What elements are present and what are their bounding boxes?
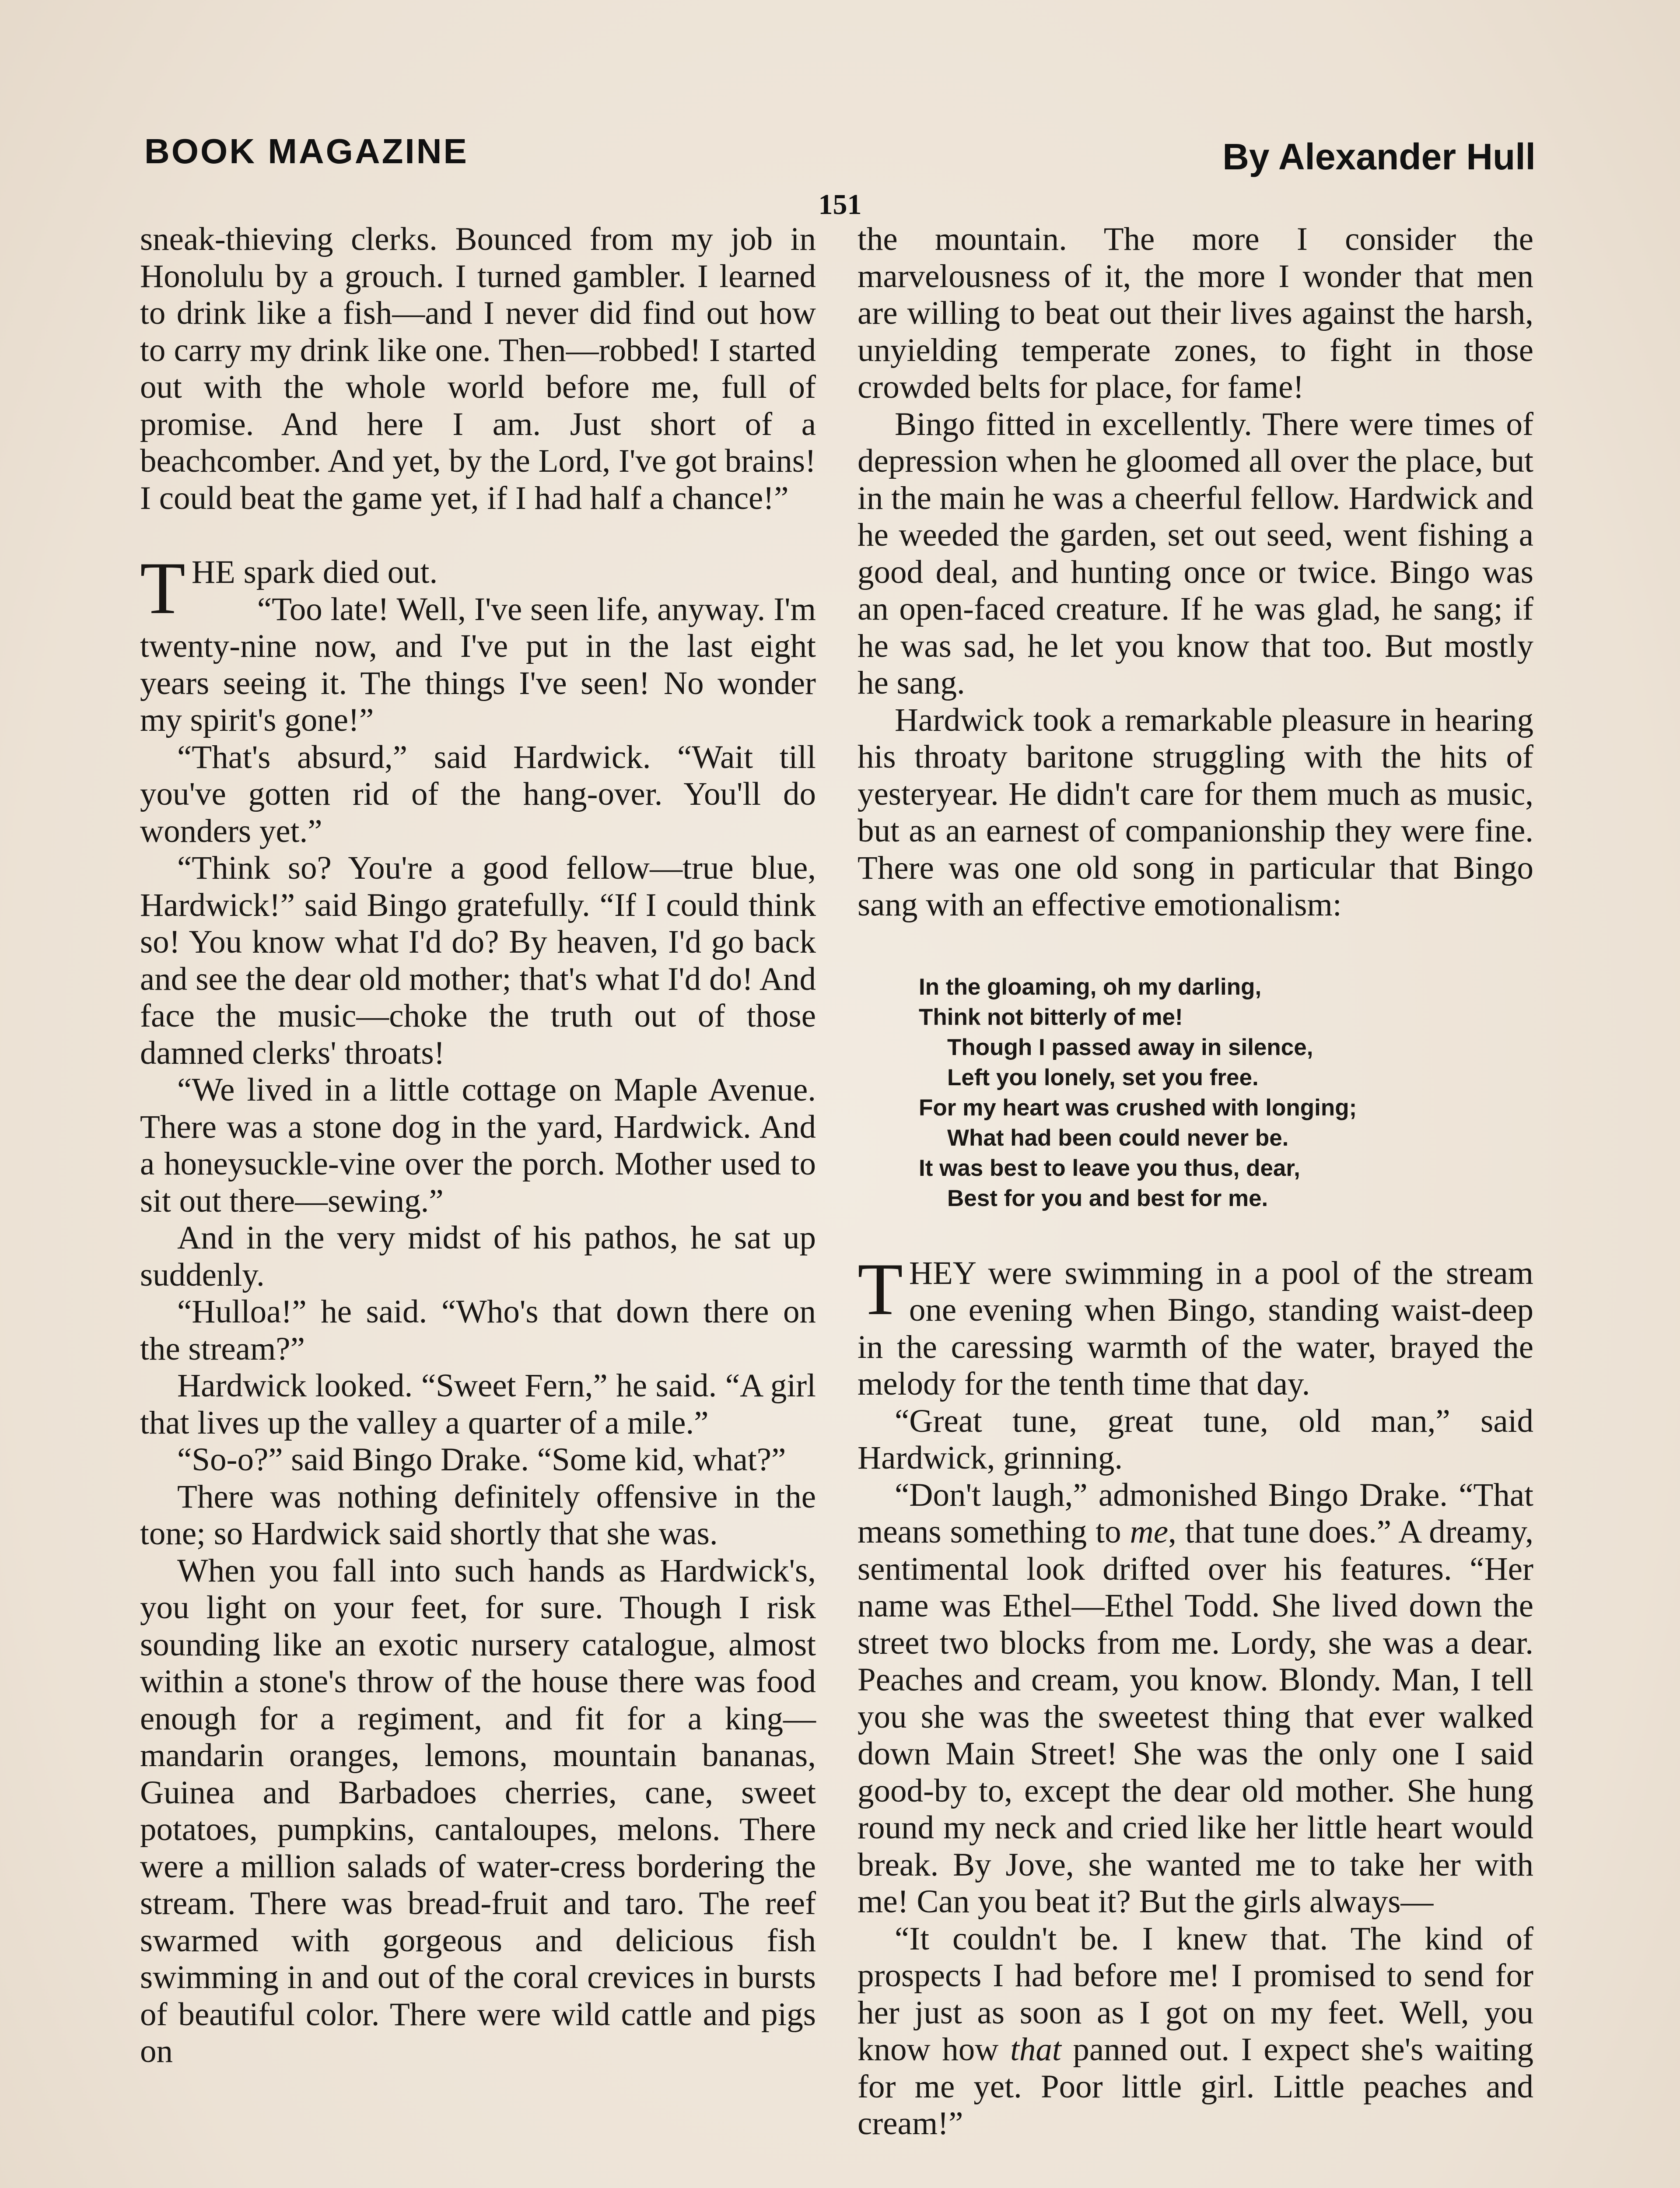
paragraph: Hardwick took a remarkable pleasure in hearing his throaty baritone struggling with the hits of yesteryear. He didn't care for them much as music, but as an earnest of companionship they were fine. There was one old song in particular that Bingo sang with an effective emotionalism:: [858, 701, 1533, 923]
paragraph: Hardwick looked. “Sweet Fern,” he said. “A girl that lives up the valley a quarter of a mile.”: [140, 1368, 816, 1441]
left-column: [140, 221, 816, 2070]
page-number: 151: [818, 189, 862, 221]
paragraph: “Hulloa!” he said. “Who's that down there on the stream?”: [140, 1294, 816, 1367]
paragraph-text: “It couldn't be. I knew that. The kind of prospects I had before me! I promised to send for her just as soon as I got on my feet. Well, you know how: [858, 1920, 1533, 2068]
paragraph: “Think so? You're a good fellow—true blue, Hardwick!” said Bingo gratefully. “If I could think so! You know what I'd do? By heaven, I'd go back and see the dear old mother; that's what I'd do! And face the music—choke the truth out of those damned clerks' throats!: [140, 850, 816, 1071]
paragraph: “We lived in a little cottage on Maple Avenue. There was a stone dog in the yard, Hardwick. And a honeysuckle-vine over the porch. Mother used to sit out there—sewing.”: [140, 1072, 816, 1219]
verse-line: Left you lonely, set you free.: [947, 1064, 1259, 1090]
paragraph: When you fall into such hands as Hardwick's, you light on your feet, for sure. Though I risk sounding like an exotic nursery catalogue, almost within a stone's throw of the house there was food enough for a regiment, and fit for a king—mandarin oranges, lemons, mountain bananas, Guinea and Barbadoes cherries, cane, sweet potatoes, pumpkins, cantaloupes, melons. There were a million salads of water-cress bordering the stream. There was bread-fruit and taro. The reef swarmed with gorgeous and delicious fish swimming in and out of the coral crevices in bursts of beautiful color. There were wild cattle and pigs on: [140, 1552, 816, 2069]
drop-cap: T: [140, 547, 186, 629]
section-opening-paragraph: [858, 1248, 1533, 1403]
verse-line: It was best to leave you thus, dear,: [919, 1155, 1300, 1181]
paragraph-text: , that tune does.” A dreamy, sentimental look drifted over his features. “Her name was Ethel—Ethel Todd. She lived down the street two blocks from me. Lordy, she was a dear. Peaches and cream, you know. Blondy. Man, I tell you she was the sweetest thing that ever walked down Main Street! She was the only one I said good-by to, except the dear old mother. She hung round my neck and cried like her little heart would break. By Jove, she wanted me to take her with me! Can you beat it? But the girls always—: [858, 1514, 1533, 1920]
verse-line: Think not bitterly of me!: [919, 1004, 1183, 1030]
italic-word: me: [1130, 1514, 1169, 1550]
section-opening-paragraph: [140, 547, 816, 629]
song-verse: [919, 972, 1533, 1213]
verse-line: For my heart was crushed with longing;: [919, 1094, 1357, 1121]
paragraph: the mountain. The more I consider the marvelousness of it, the more I wonder that men are willing to beat out their lives against the harsh, unyielding temperate zones, to fight in those crowded belts for place, for fame!: [858, 221, 1533, 405]
paragraph-text: HE spark died out.: [191, 554, 438, 590]
paragraph: “That's absurd,” said Hardwick. “Wait till you've gotten rid of the hang-over. You'll do wonders yet.”: [140, 739, 816, 849]
paragraph-text: “Don't laugh,” admonished Bingo Drake. “That means something to: [858, 1476, 1533, 1550]
verse-line: What had been could never be.: [947, 1125, 1289, 1151]
paragraph: There was nothing definitely offensive in the tone; so Hardwick said shortly that she was.: [140, 1478, 816, 1552]
magazine-title: BOOK MAGAZINE: [144, 132, 469, 171]
paragraph-text: HEY were swimming in a pool of the stream one evening when Bingo, standing waist-deep in the caressing warmth of the water, brayed the melody for the tenth time that day.: [858, 1255, 1533, 1402]
paragraph-text: panned out. I expect she's waiting for me yet. Poor little girl. Little peaches and cream!”: [858, 2031, 1533, 2142]
paragraph: “Great tune, great tune, old man,” said Hardwick, grinning.: [858, 1403, 1533, 1476]
paragraph: “Too late! Well, I've seen life, anyway. I'm twenty-nine now, and I've put in the last eight years seeing it. The things I've seen! No wonder my spirit's gone!”: [140, 591, 816, 738]
verse-line: Though I passed away in silence,: [947, 1034, 1313, 1060]
paragraph: sneak-thieving clerks. Bounced from my job in Honolulu by a grouch. I turned gambler. I learned to drink like a fish—and I never did find out how to carry my drink like one. Then—robbed! I started out with the whole world before me, full of promise. And here I am. Just short of a beachcomber. And yet, by the Lord, I've got brains! I could beat the game yet, if I had half a chance!”: [140, 221, 816, 516]
paragraph: “So-o?” said Bingo Drake. “Some kid, what?”: [177, 1441, 786, 1478]
verse-line: In the gloaming, oh my darling,: [919, 974, 1262, 1000]
italic-word: that: [1010, 2031, 1061, 2068]
paragraph: And in the very midst of his pathos, he sat up suddenly.: [140, 1220, 816, 1293]
paragraph: Bingo fitted in excellently. There were times of depression when he gloomed all over the place, but in the main he was a cheerful fellow. Hardwick and he weeded the garden, set out seed, went fishing a good deal, and hunting once or twice. Bingo was an open-faced creature. If he was glad, he sang; if he was sad, he let you know that too. But mostly he sang.: [858, 406, 1533, 701]
drop-cap: T: [858, 1248, 903, 1330]
author-byline: By Alexander Hull: [1222, 136, 1536, 177]
verse-line: Best for you and best for me.: [947, 1185, 1268, 1211]
paragraph: [858, 1477, 1533, 1921]
right-column: [858, 221, 1533, 2142]
paragraph: [858, 1921, 1533, 2142]
